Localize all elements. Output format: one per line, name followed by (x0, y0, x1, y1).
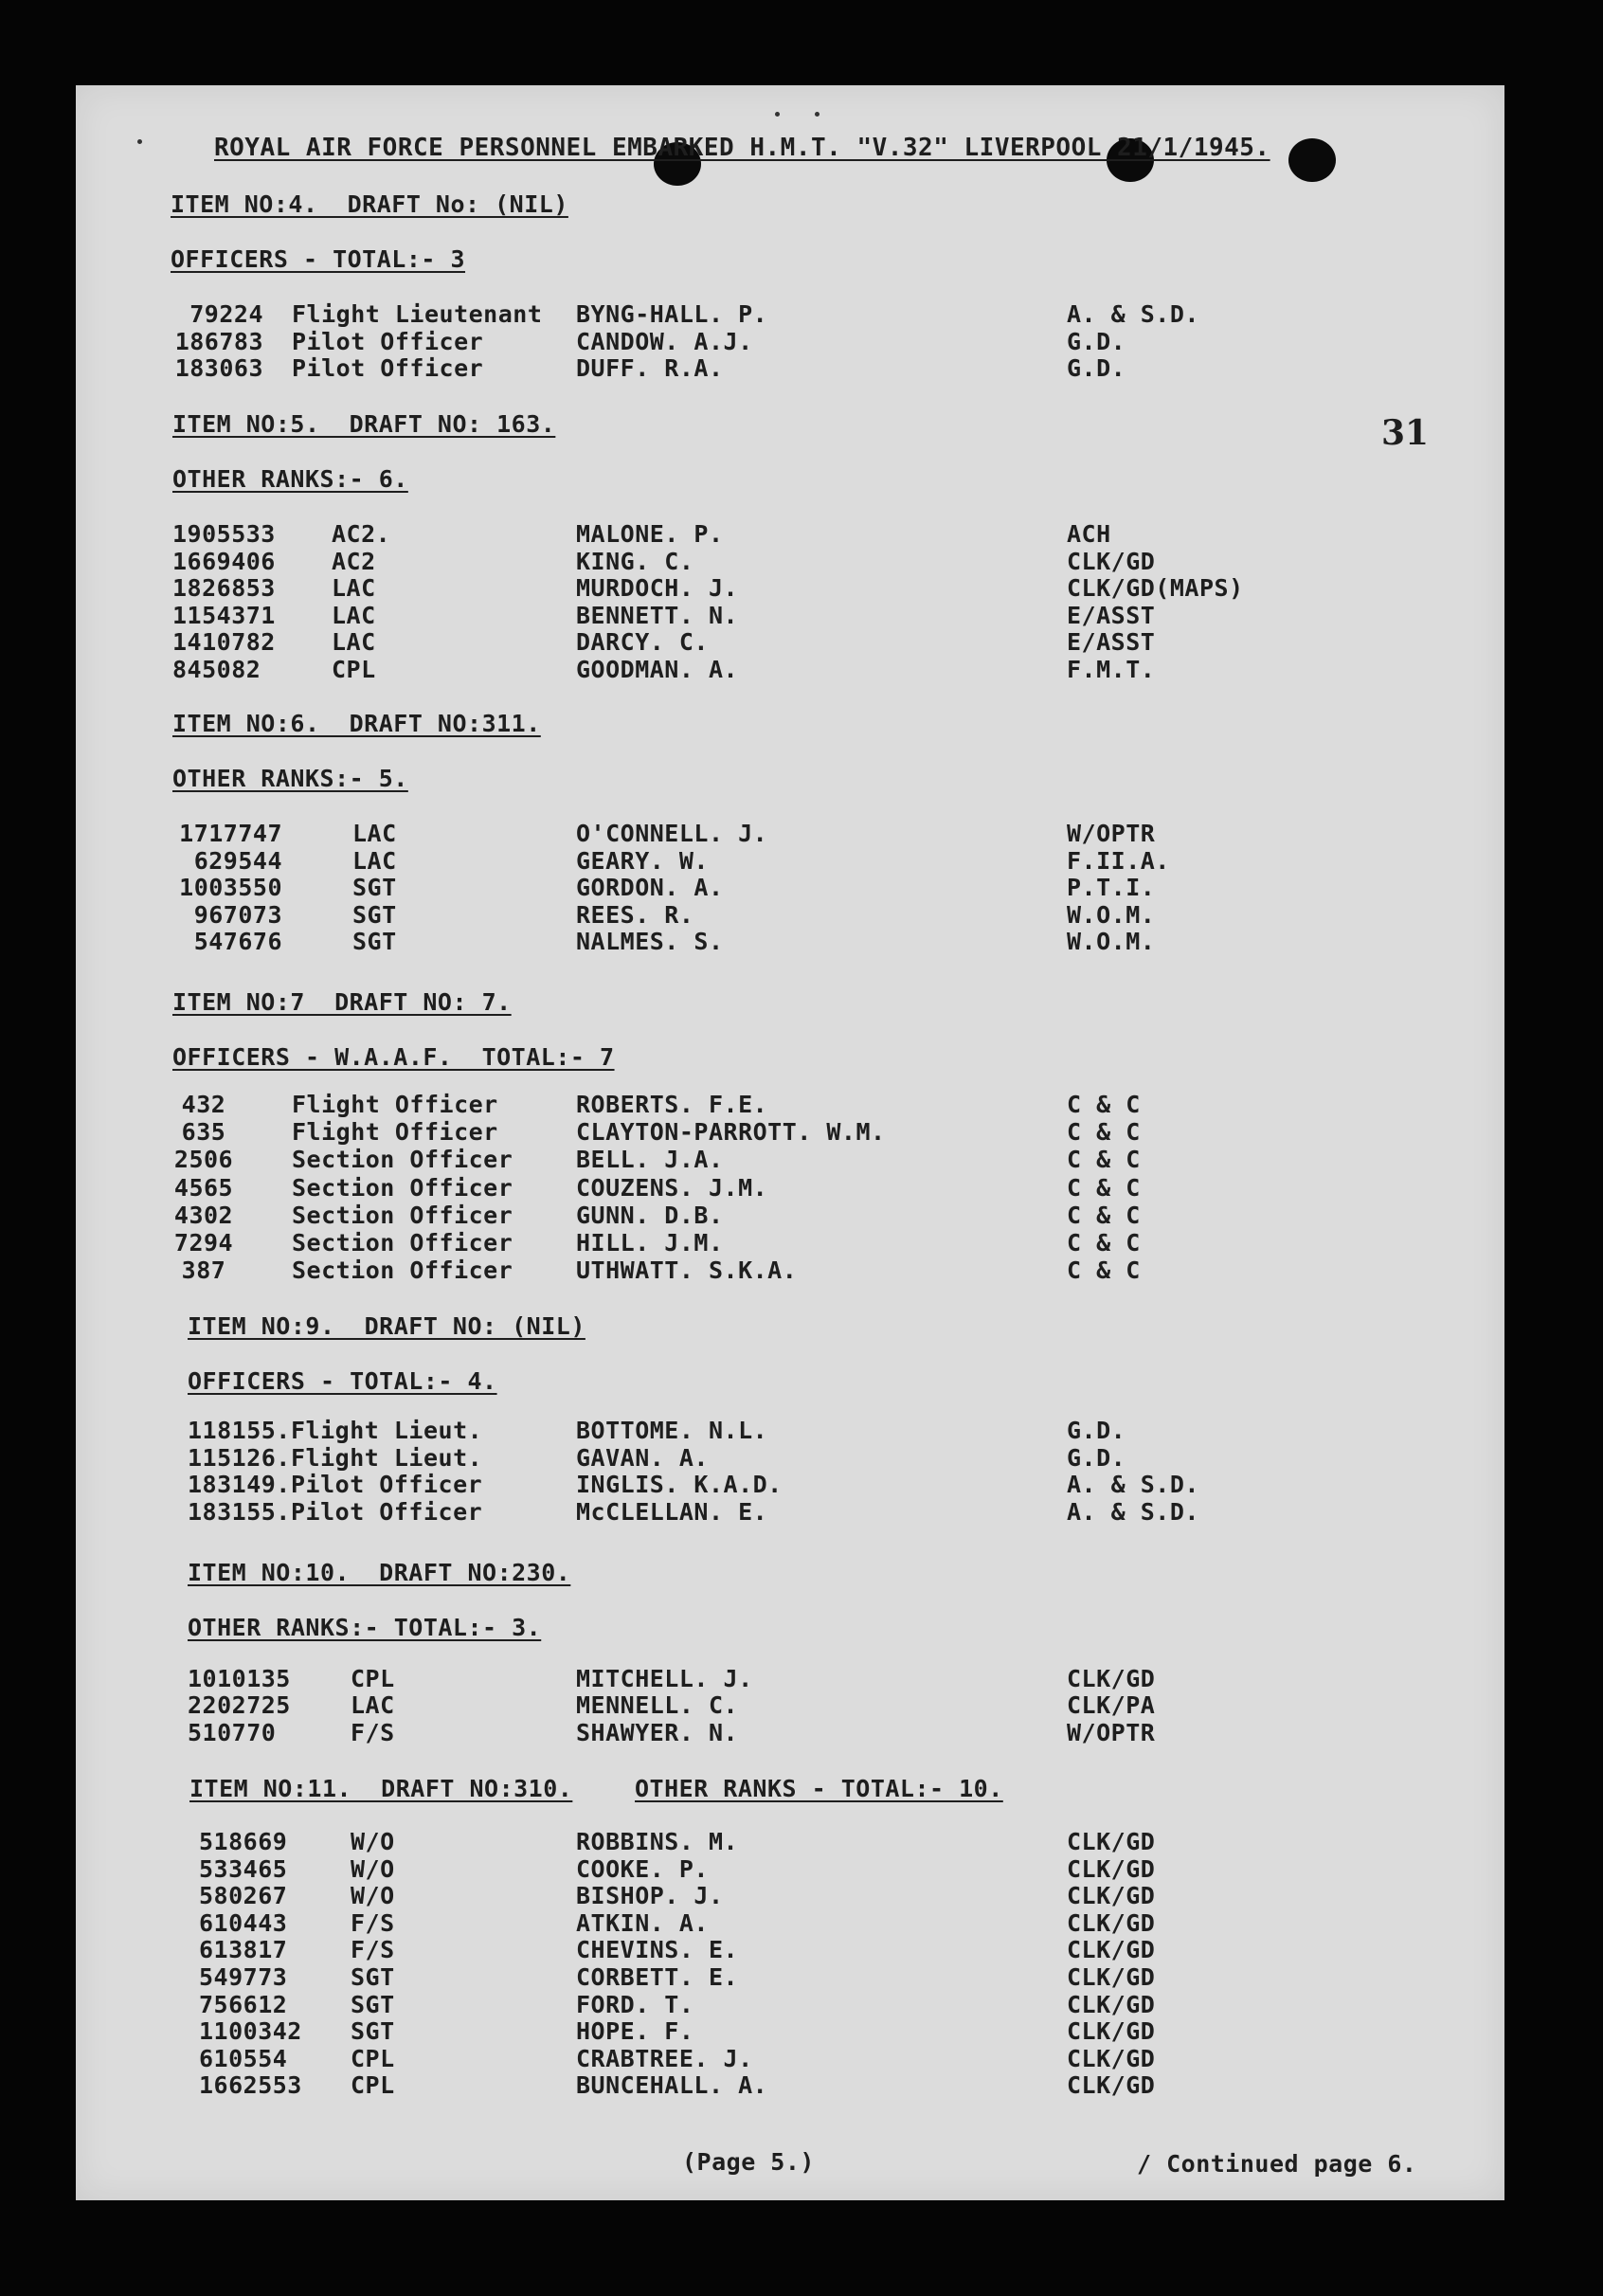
trade: CLK/GD (1067, 1936, 1156, 1964)
surname: GEARY. W. (576, 846, 709, 875)
service-number: 518669 (199, 1828, 288, 1855)
service-number: 1662553 (199, 2071, 302, 2100)
rank: SGT (352, 900, 397, 929)
surname: COOKE. P. (576, 1854, 709, 1883)
rank: F/S (351, 1718, 395, 1746)
service-number: 1010135 (188, 1665, 291, 1692)
rank: Section Officer (292, 1173, 513, 1202)
surname: MURDOCH. J. (576, 574, 739, 602)
surname: MALONE. P. (576, 520, 724, 548)
trade: CLK/GD (1067, 1854, 1156, 1883)
rank: Section Officer (292, 1146, 513, 1174)
trade: CLK/GD (1067, 1908, 1156, 1937)
trade: C & C (1067, 1146, 1141, 1174)
surname: UTHWATT. S.K.A. (576, 1256, 798, 1285)
section-subheading: OTHER RANKS - TOTAL:- 10. (635, 1775, 1003, 1802)
trade: E/ASST (1067, 628, 1156, 656)
item-heading: ITEM NO:11. DRAFT NO:310. (189, 1775, 573, 1802)
rank: SGT (351, 1963, 395, 1991)
surname: CORBETT. E. (576, 1963, 739, 1991)
service-number: 1905533 (172, 520, 276, 548)
item-heading: ITEM NO:7 DRAFT NO: 7. (172, 988, 512, 1016)
trade: C & C (1067, 1229, 1141, 1256)
rank: CPL (332, 655, 376, 683)
surname: O'CONNELL. J. (576, 820, 768, 847)
section-subheading: OFFICERS - TOTAL:- 4. (188, 1367, 497, 1395)
service-number: 183155. (188, 1497, 291, 1526)
document-page (76, 85, 1504, 2200)
rank: Section Officer (292, 1229, 513, 1256)
trade: CLK/GD (1067, 2017, 1156, 2046)
rank: SGT (352, 928, 397, 955)
trade: P.T.I. (1067, 874, 1156, 901)
service-number: 610554 (199, 2044, 288, 2072)
item-heading: ITEM NO:4. DRAFT No: (NIL) (171, 190, 568, 218)
rank: F/S (351, 1908, 395, 1937)
surname: GOODMAN. A. (576, 655, 739, 683)
trade: W/OPTR (1067, 1718, 1156, 1746)
rank: W/O (351, 1882, 395, 1910)
surname: CHEVINS. E. (576, 1936, 739, 1964)
service-number: 1669406 (172, 547, 276, 575)
trade: G.D. (1067, 354, 1126, 382)
page-number: 31 (1381, 413, 1430, 453)
rank: W/O (351, 1828, 395, 1855)
rank: AC2 (332, 547, 376, 575)
rank: Flight Lieutenant (292, 300, 543, 328)
trade: A. & S.D. (1067, 1471, 1199, 1498)
service-number: 1717747 (179, 820, 282, 847)
item-heading: ITEM NO:5. DRAFT NO: 163. (172, 410, 556, 438)
surname: BOTTOME. N.L. (576, 1417, 768, 1444)
trade: E/ASST (1067, 601, 1156, 629)
surname: SHAWYER. N. (576, 1718, 739, 1746)
service-number: 533465 (199, 1854, 288, 1883)
trade: W/OPTR (1067, 820, 1156, 847)
service-number: 432 (181, 1091, 226, 1118)
footer-continued: / Continued page 6. (1137, 2150, 1417, 2178)
rank: Section Officer (292, 1201, 513, 1229)
service-number: 1826853 (172, 574, 276, 602)
surname: BENNETT. N. (576, 601, 739, 629)
item-heading: ITEM NO:10. DRAFT NO:230. (188, 1559, 571, 1586)
service-number: 115126. (188, 1443, 291, 1472)
rank: Pilot Officer (291, 1471, 483, 1498)
trade: F.II.A. (1067, 846, 1170, 875)
trade: CLK/PA (1067, 1691, 1156, 1720)
trade: C & C (1067, 1091, 1141, 1118)
service-number: 186783 (174, 327, 263, 355)
footer-page-label: (Page 5.) (682, 2148, 815, 2176)
surname: ROBERTS. F.E. (576, 1091, 768, 1118)
surname: INGLIS. K.A.D. (576, 1471, 783, 1498)
trade: C & C (1067, 1256, 1141, 1285)
trade: CLK/GD (1067, 1828, 1156, 1855)
rank: Flight Lieut. (291, 1443, 483, 1472)
surname: CLAYTON-PARROTT. W.M. (576, 1118, 886, 1147)
trade: C & C (1067, 1173, 1141, 1202)
trade: W.O.M. (1067, 928, 1156, 955)
service-number: 2506 (173, 1146, 234, 1174)
service-number: 1100342 (199, 2017, 302, 2046)
service-number: 613817 (199, 1936, 288, 1964)
rank: Section Officer (292, 1256, 513, 1285)
service-number: 387 (181, 1256, 226, 1285)
trade: F.M.T. (1067, 655, 1156, 683)
rank: SGT (352, 874, 397, 901)
rank: SGT (351, 1990, 395, 2018)
rank: LAC (352, 820, 397, 847)
trade: CLK/GD (1067, 1882, 1156, 1910)
surname: FORD. T. (576, 1990, 694, 2018)
service-number: 4302 (173, 1201, 234, 1229)
rank: Pilot Officer (292, 327, 484, 355)
service-number: 1154371 (172, 601, 276, 629)
surname: KING. C. (576, 547, 694, 575)
trade: CLK/GD (1067, 1665, 1156, 1692)
trade: ACH (1067, 520, 1111, 548)
service-number: 2202725 (188, 1691, 291, 1720)
paper-speck (137, 139, 142, 144)
trade: CLK/GD (1067, 1990, 1156, 2018)
service-number: 1410782 (172, 628, 276, 656)
punch-hole (1288, 138, 1336, 182)
service-number: 510770 (188, 1718, 277, 1746)
section-subheading: OTHER RANKS:- 5. (172, 765, 408, 792)
trade: G.D. (1067, 1443, 1126, 1472)
service-number: 547676 (193, 928, 282, 955)
rank: LAC (351, 1691, 395, 1720)
surname: GUNN. D.B. (576, 1201, 724, 1229)
rank: F/S (351, 1936, 395, 1964)
surname: HOPE. F. (576, 2017, 694, 2046)
surname: BELL. J.A. (576, 1146, 724, 1174)
surname: COUZENS. J.M. (576, 1173, 768, 1202)
rank: AC2. (332, 520, 391, 548)
service-number: 629544 (193, 846, 282, 875)
service-number: 79224 (189, 300, 263, 328)
item-heading: ITEM NO:6. DRAFT NO:311. (172, 710, 541, 737)
surname: GORDON. A. (576, 874, 724, 901)
trade: G.D. (1067, 1417, 1126, 1444)
surname: DARCY. C. (576, 628, 709, 656)
section-subheading: OFFICERS - TOTAL:- 3 (171, 245, 466, 273)
item-heading: ITEM NO:9. DRAFT NO: (NIL) (188, 1312, 585, 1340)
trade: CLK/GD (1067, 547, 1156, 575)
service-number: 610443 (199, 1908, 288, 1937)
service-number: 118155. (188, 1417, 291, 1444)
surname: BUNCEHALL. A. (576, 2071, 768, 2100)
service-number: 580267 (199, 1882, 288, 1910)
service-number: 1003550 (179, 874, 282, 901)
service-number: 549773 (199, 1963, 288, 1991)
surname: BYNG-HALL. P. (576, 300, 768, 328)
surname: DUFF. R.A. (576, 354, 724, 382)
rank: CPL (351, 1665, 395, 1692)
surname: GAVAN. A. (576, 1443, 709, 1472)
surname: CRABTREE. J. (576, 2044, 753, 2072)
service-number: 183063 (174, 354, 263, 382)
service-number: 183149. (188, 1471, 291, 1498)
rank: Flight Lieut. (291, 1417, 483, 1444)
rank: Flight Officer (292, 1118, 498, 1147)
trade: CLK/GD (1067, 2071, 1156, 2100)
rank: Pilot Officer (291, 1497, 483, 1526)
rank: CPL (351, 2044, 395, 2072)
surname: MENNELL. C. (576, 1691, 739, 1720)
surname: REES. R. (576, 900, 694, 929)
surname: MITCHELL. J. (576, 1665, 753, 1692)
surname: ROBBINS. M. (576, 1828, 739, 1855)
surname: BISHOP. J. (576, 1882, 724, 1910)
section-subheading: OTHER RANKS:- 6. (172, 465, 408, 493)
section-subheading: OTHER RANKS:- TOTAL:- 3. (188, 1614, 542, 1641)
trade: W.O.M. (1067, 900, 1156, 929)
trade: CLK/GD (1067, 1963, 1156, 1991)
trade: A. & S.D. (1067, 1497, 1199, 1526)
service-number: 756612 (199, 1990, 288, 2018)
section-subheading: OFFICERS - W.A.A.F. TOTAL:- 7 (172, 1043, 615, 1071)
rank: LAC (332, 628, 376, 656)
surname: CANDOW. A.J. (576, 327, 753, 355)
paper-speck (775, 112, 780, 117)
trade: A. & S.D. (1067, 300, 1199, 328)
service-number: 7294 (173, 1229, 234, 1256)
rank: CPL (351, 2071, 395, 2100)
rank: Flight Officer (292, 1091, 498, 1118)
rank: LAC (332, 601, 376, 629)
paper-speck (815, 112, 820, 117)
trade: CLK/GD(MAPS) (1067, 574, 1244, 602)
rank: W/O (351, 1854, 395, 1883)
trade: C & C (1067, 1118, 1141, 1147)
service-number: 4565 (173, 1173, 234, 1202)
surname: NALMES. S. (576, 928, 724, 955)
document-title: ROYAL AIR FORCE PERSONNEL EMBARKED H.M.T. "V.32" LIVERPOOL 21/1/1945. (214, 134, 1270, 162)
trade: C & C (1067, 1201, 1141, 1229)
trade: G.D. (1067, 327, 1126, 355)
service-number: 845082 (172, 655, 261, 683)
rank: SGT (351, 2017, 395, 2046)
service-number: 635 (181, 1118, 226, 1147)
service-number: 967073 (193, 900, 282, 929)
surname: ATKIN. A. (576, 1908, 709, 1937)
rank: LAC (332, 574, 376, 602)
rank: LAC (352, 846, 397, 875)
surname: McCLELLAN. E. (576, 1497, 768, 1526)
surname: HILL. J.M. (576, 1229, 724, 1256)
trade: CLK/GD (1067, 2044, 1156, 2072)
rank: Pilot Officer (292, 354, 484, 382)
